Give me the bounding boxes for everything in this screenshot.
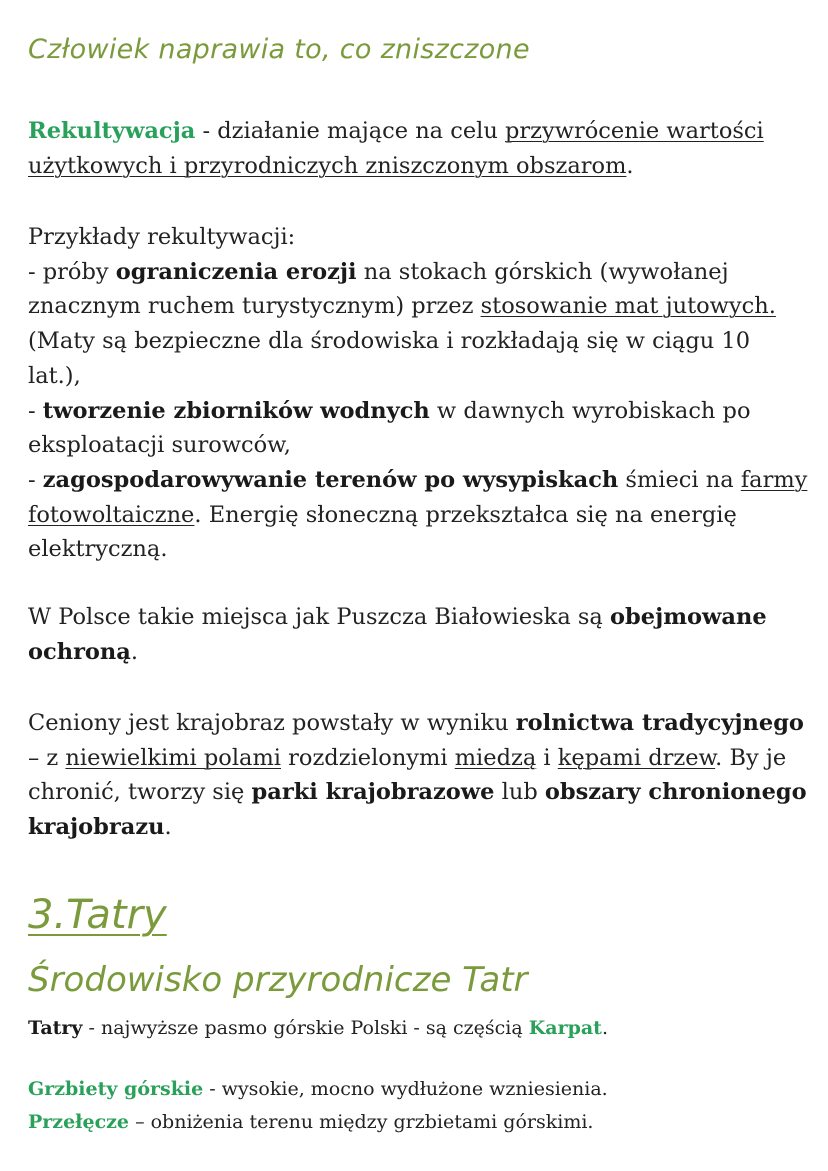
underlined-definition: przywrócenie wartości użytkowych i przyrodniczych zniszczonym obszarom	[28, 118, 764, 179]
text: .	[601, 1017, 609, 1039]
text: i	[536, 744, 558, 771]
underlined-balk: miedzą	[454, 744, 537, 771]
text: - najwyższe pasmo górskie Polski - są częścią	[82, 1017, 529, 1039]
bold-water-reservoirs: tworzenie zbiorników wodnych	[42, 397, 430, 424]
underlined-jute-mats: stosowanie mat jutowych.	[480, 293, 776, 320]
text: na stokach górskich (wywołanej znacznym ruchem turystycznym) przez	[28, 258, 729, 320]
text: . By je chronić, tworzy się	[28, 744, 787, 806]
paragraph-bialowieza	[28, 600, 808, 669]
paragraph-tatry-definition	[28, 1012, 808, 1045]
term-passes: Przełęcze	[28, 1111, 130, 1133]
paragraph-reclamation-definition	[28, 114, 808, 183]
text: w dawnych wyrobiskach po eksploatacji surowców,	[28, 397, 751, 459]
underlined-small-fields: niewielkimi polami	[65, 744, 281, 771]
subheading-tatry-environment: Środowisko przyrodnicze Tatr	[28, 960, 528, 1000]
bold-protected-landscape-areas: obszary chronionego krajobrazu	[28, 779, 807, 841]
text: Ceniony jest krajobraz powstały w wyniku	[28, 710, 516, 736]
text: (Maty są bezpieczne dla środowiska i rozkładają się w ciągu 10 lat.),	[28, 328, 751, 389]
bold-erosion: ograniczenia erozji	[115, 258, 357, 285]
text: - próby	[28, 258, 116, 285]
paragraph-landscape	[28, 706, 808, 845]
bold-tatry: Tatry	[28, 1017, 83, 1039]
text: .	[164, 814, 172, 841]
section-heading-tatry: 3.Tatry	[28, 892, 167, 938]
heading-restoration: Człowiek naprawia to, co zniszczone	[28, 34, 530, 65]
term-reclamation: Rekultywacja	[28, 118, 196, 144]
text: lub	[494, 779, 545, 806]
text: – z	[28, 744, 66, 771]
paragraph-reclamation-examples	[28, 220, 808, 567]
bold-landfills: zagospodarowywanie terenów po wysypiskach	[42, 466, 619, 493]
text: -	[28, 397, 43, 424]
term-karpaty: Karpat	[528, 1017, 602, 1039]
paragraph-ridges-passes	[28, 1073, 808, 1139]
bold-landscape-parks: parki krajobrazowe	[251, 779, 495, 806]
text: - wysokie, mocno wydłużone wzniesienia.	[203, 1078, 608, 1100]
text: W Polsce takie miejsca jak Puszcza Białowieska są	[28, 604, 611, 630]
text: .	[626, 152, 634, 179]
text: . Energię słoneczną przekształca się na energię elektryczną.	[28, 501, 737, 563]
underlined-tree-clumps: kępami drzew	[557, 744, 716, 771]
text: – obniżenia terenu między grzbietami górskimi.	[129, 1111, 594, 1133]
text: - działanie mające na celu	[195, 118, 506, 144]
bold-traditional-farming: rolnictwa tradycyjnego	[515, 710, 804, 736]
examples-intro: Przykłady rekultywacji:	[28, 224, 296, 250]
underlined-solar-farms: farmy fotowoltaiczne	[28, 466, 808, 528]
text: .	[130, 638, 139, 665]
text: -	[28, 466, 43, 493]
term-ridges: Grzbiety górskie	[28, 1078, 204, 1100]
bold-protection: obejmowane ochroną	[28, 604, 767, 665]
text: rozdzielonymi	[281, 744, 455, 771]
text: śmieci na	[618, 466, 741, 493]
